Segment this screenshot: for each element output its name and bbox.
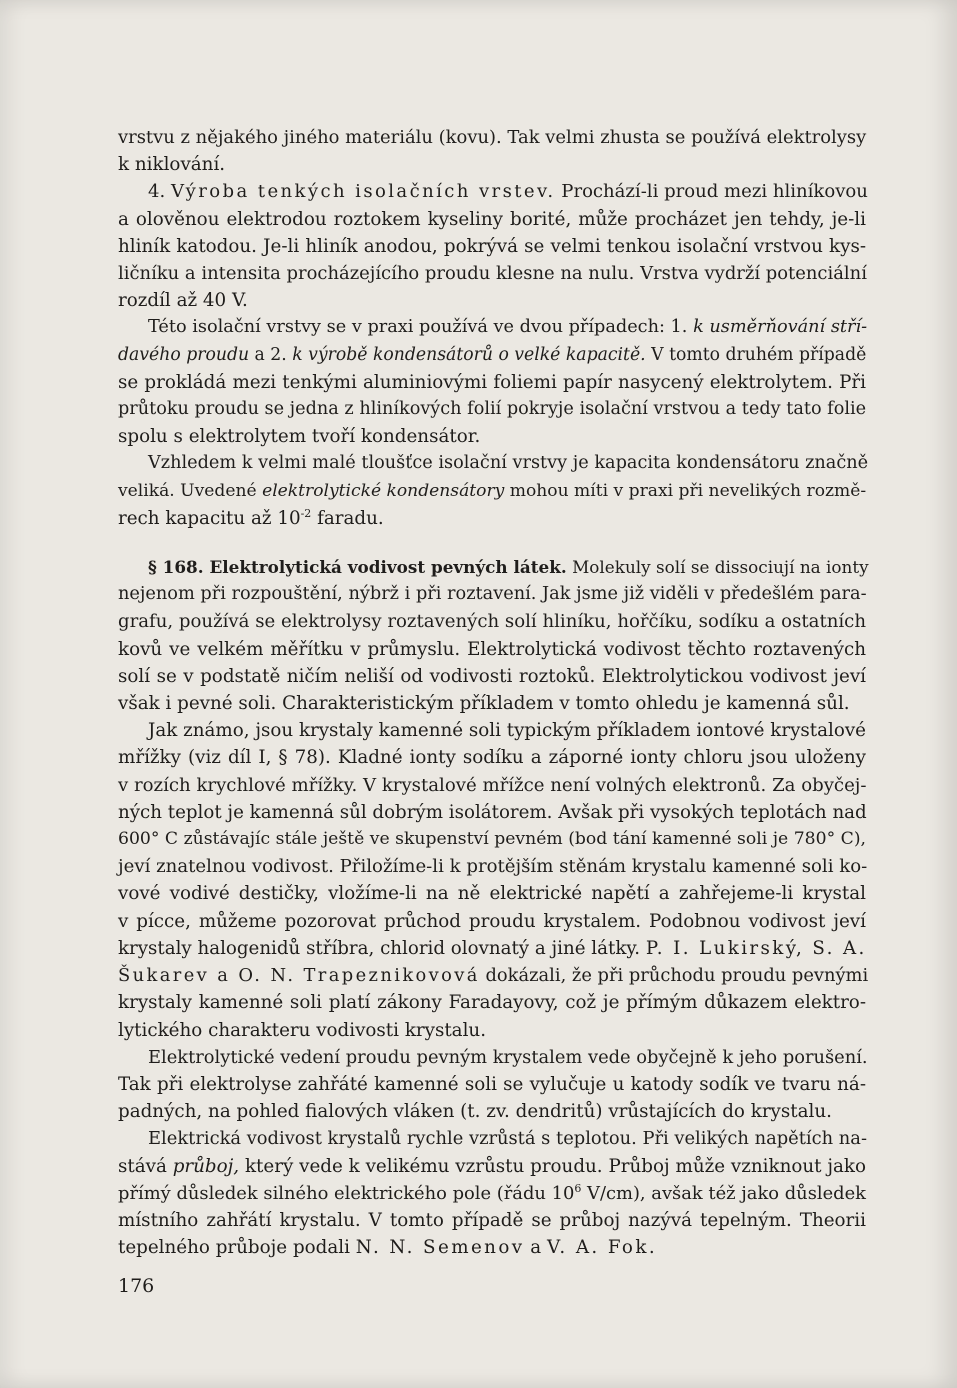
paragraph: [118, 1125, 866, 1261]
text-line: v pícce, můžeme pozorovat průchod proudu krystalem. Podobnou vodivost jeví: [118, 910, 866, 932]
text-line: v rozích krychlové mřížky. V krystalové mřížce není volných elektronů. Za obyčej-: [118, 774, 867, 796]
text-line: vové vodivé destičky, vložíme-li na ně elektrické napětí a zahřejeme-li krystal: [118, 883, 866, 905]
text-line: místního zahřátí krystalu. V tomto případě se průboj nazývá tepelným. Theorii: [118, 1209, 866, 1231]
text-line: přímý důsledek silného elektrického pole (řádu $10^6$ V/cm), avšak též jako důsledek: [118, 1181, 867, 1204]
section-heading: § 168. Elektrolytická vodivost pevných látek.: [148, 557, 567, 578]
spaced-name: N. N. Semenov: [355, 1237, 525, 1259]
text-line: spolu s elektrolytem tvoří kondensátor.: [118, 426, 481, 448]
text-line: Elektrolytické vedení proudu pevným krystalem vede obyčejně k jeho porušení.: [148, 1046, 868, 1068]
text-line: rech kapacitu až $10^{-2}$ faradu.: [118, 506, 384, 529]
italic-term: k usměrňování stří-: [693, 317, 868, 338]
text-line: však i pevné soli. Charakteristickým příkladem v tomto ohledu je kamenná sůl.: [118, 693, 850, 715]
text-line: ličníku a intensita procházejícího proudu klesne na nulu. Vrstva vydrží potenciální: [118, 263, 867, 285]
text-line: se prokládá mezi tenkými aluminiovými foliemi papír nasycený elektrolytem. Při: [118, 371, 866, 393]
text-line: Elektrická vodivost krystalů rychle vzrůstá s teplotou. Při velikých napětích na-: [148, 1128, 867, 1150]
text-line: rozdíl až 40 V.: [118, 290, 248, 312]
text-line: Šukarev a O. N. Trapeznikovová dokázali, že při průchodu proudu pevnými: [118, 965, 869, 987]
text-line: lytického charakteru vodivosti krystalu.: [118, 1019, 487, 1041]
paragraph: [118, 450, 869, 532]
body-text: [118, 124, 869, 1261]
spaced-name: O. N. Trapeznikovová: [238, 965, 480, 987]
text-line: Této isolační vrstvy se v praxi používá ve dvou případech: 1. k usměrňování stří-: [148, 317, 868, 338]
spaced-heading: Výroba tenkých isolačních vrstev.: [170, 181, 556, 203]
paragraph: [118, 314, 866, 450]
paragraph: [118, 178, 866, 314]
paragraph: [118, 554, 869, 717]
paragraph: [118, 1044, 866, 1126]
text-line: ných teplot je kamenná sůl dobrým isolátorem. Avšak při vysokých teplotách nad: [118, 801, 867, 823]
text-line: tepelného průboje podali N. N. Semenov a V. A. Fok.: [118, 1237, 658, 1259]
text-line: jeví znatelnou vodivost. Přiložíme-li k protějším stěnám krystalu kamenné soli ko-: [118, 856, 868, 878]
text-line: Jak známo, jsou krystaly kamenné soli typickým příkladem iontové krystalové: [148, 720, 866, 742]
text-line: grafu, používá se elektrolysy roztavených solí hliníku, hořčíku, sodíku a ostatních: [118, 611, 866, 633]
page-number: 176: [118, 1275, 155, 1297]
text-line: solí se v podstatě ničím neliší od vodivosti roztoků. Elektrolytickou vodivost jeví: [118, 665, 866, 687]
spaced-name: P. I. Lukirský, S. A.: [645, 937, 867, 959]
section-gap: [118, 532, 866, 554]
italic-term: k výrobě kondensátorů o velké kapacitě.: [292, 344, 646, 365]
paragraph: [118, 717, 869, 1043]
text-line: hliník katodou. Je-li hliník anodou, pokrývá se velmi tenkou isolační vrstvou kys-: [118, 235, 866, 257]
text-line: kovů ve velkém měřítku v průmyslu. Elektrolytická vodivost těchto roztavených: [118, 638, 866, 660]
italic-term: průboj,: [172, 1155, 240, 1177]
text-line: vrstvu z nějakého jiného materiálu (kovu). Tak velmi zhusta se používá elektrolysy: [118, 127, 867, 148]
superscript: 6: [574, 1181, 582, 1195]
text-line: Vzhledem k velmi malé tloušťce isolační vrstvy je kapacita kondensátoru značně: [148, 453, 869, 474]
superscript: -2: [300, 506, 312, 520]
spaced-name: V. A. Fok.: [547, 1237, 658, 1259]
text-line: veliká. Uvedené elektrolytické kondensátory mohou míti v praxi při nevelikých rozmě-: [118, 480, 867, 501]
text-line: Tak při elektrolyse zahřáté kamenné soli se vylučuje u katody sodík ve tvaru ná-: [118, 1073, 866, 1095]
text-line: krystaly halogenidů stříbra, chlorid olovnatý a jiné látky. P. I. Lukirský, S. A.: [118, 937, 867, 959]
paragraph: [118, 124, 866, 178]
text-line: mřížky (viz díl I, § 78). Kladné ionty sodíku a záporné ionty chloru jsou uloženy: [118, 747, 866, 769]
text-line: 600° C zůstávajíc stále ještě ve skupenství pevném (bod tání kamenné soli je 780° C),: [118, 829, 866, 850]
text-line: padných, na pohled fialových vláken (t. zv. dendritů) vrůstajících do krystalu.: [118, 1101, 832, 1123]
text-line: k niklování.: [118, 154, 226, 176]
italic-term: elektrolytické kondensátory: [262, 480, 505, 501]
text-line: § 168. Elektrolytická vodivost pevných látek. Molekuly solí se dissociují na ionty: [148, 557, 869, 578]
text-line: a olověnou elektrodou roztokem kyseliny borité, může procházet jen tehdy, je-li: [118, 208, 866, 230]
text-line: stává průboj, který vede k velikému vzrůstu proudu. Průboj může vzniknout jako: [118, 1155, 866, 1177]
text-line: 4. Výroba tenkých isolačních vrstev. Prochází-li proud mezi hliníkovou: [148, 181, 868, 203]
italic-term: davého proudu: [118, 344, 250, 365]
text-line: krystaly kamenné soli platí zákony Faradayovy, což je přímým důkazem elektro-: [118, 992, 866, 1014]
text-line: průtoku proudu se jedna z hliníkových folií pokryje isolační vrstvou a tedy tato folie: [118, 399, 867, 420]
text-line: nejenom při rozpouštění, nýbrž i při roztavení. Jak jsme již viděli v předešlém para-: [118, 584, 867, 605]
text-line: davého proudu a 2. k výrobě kondensátorů o velké kapacitě. V tomto druhém případě: [118, 344, 867, 365]
